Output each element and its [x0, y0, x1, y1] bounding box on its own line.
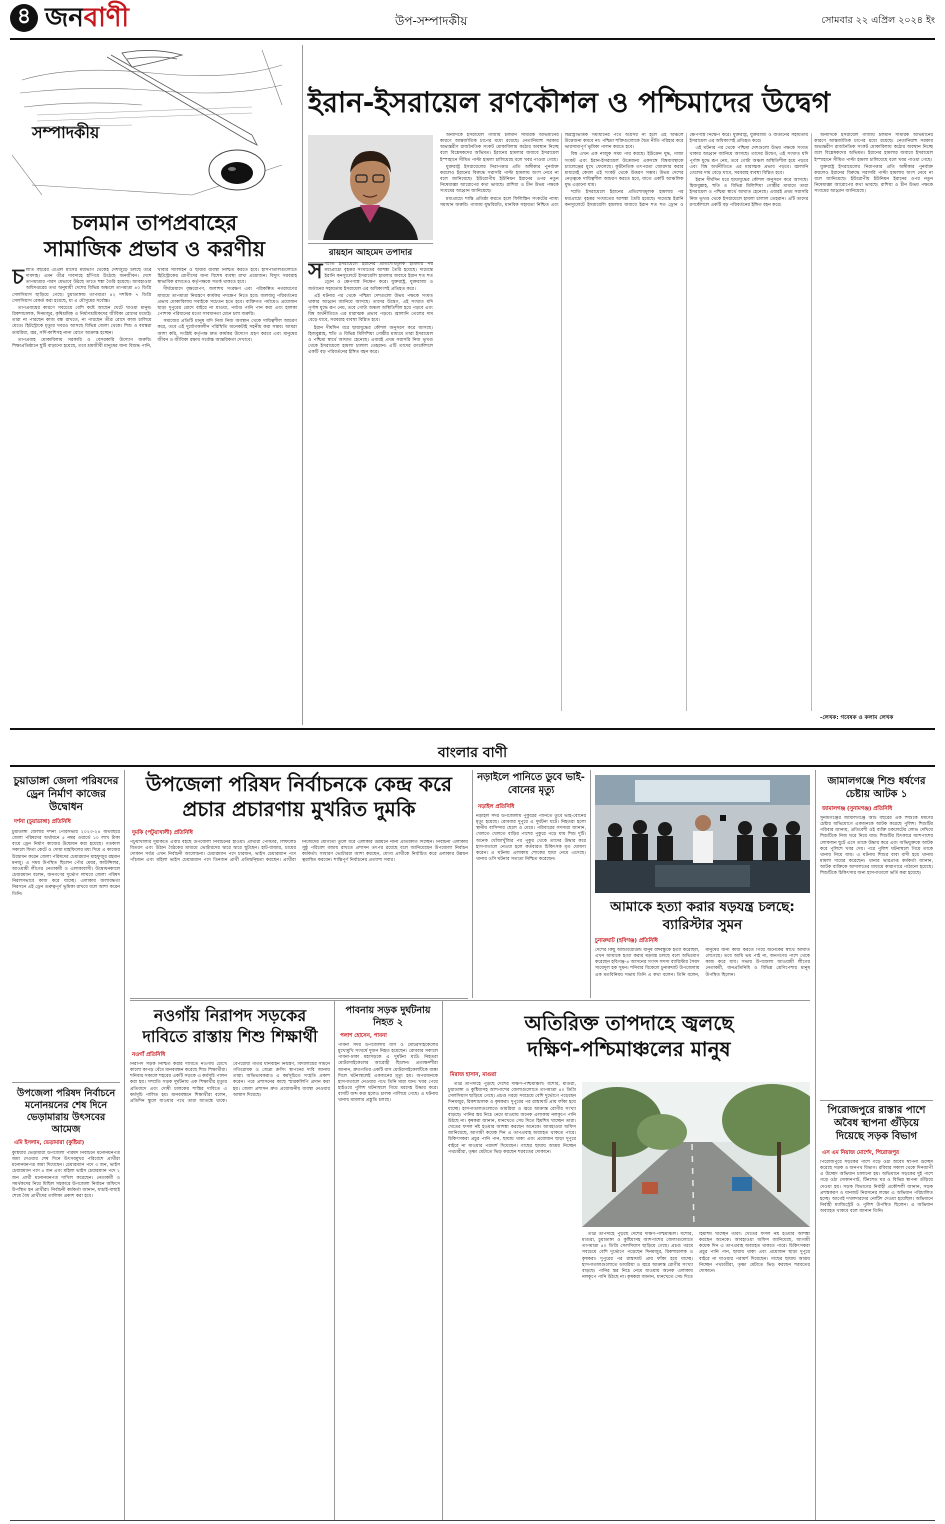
issue-date: সোমবার ২২ এপ্রিল ২০২৪ ইং	[821, 15, 935, 26]
heatwave-body-col-1	[448, 1082, 576, 1518]
pabna-body: পাবনা সদর উপজেলায় বাস ও মোটরসাইকেলের মুখোমুখি সংঘর্ষে দুজন নিহত হয়েছেন। রোববার সকালে পাবনা-ঢাকা মহাসড়কে এ দুর্ঘটনা ঘটে। নিহতরা মোটরসাইকেলের আরোহী ছিলেন। প্রত্যক্ষদর্শীরা জানান, দ্রুতগতির একটি বাস মোটরসাইকেলটিকে ধাক্কা দিলে ঘটনাস্থলেই একজনের মৃত্যু হয়। অপরজনকে হাসপাতালে নেওয়ার পথে তিনি মারা যান। খবর পেয়ে হাইওয়ে পুলিশ ঘটনাস্থলে গিয়ে মরদেহ উদ্ধার করে। বাসটি জব্দ করা হলেও চালক পালিয়ে গেছে। এ ঘটনায় থানায় মামলার প্রস্তুতি চলছে।	[338, 1043, 438, 1104]
editorial-paragraph: তাপপ্রবাহ মোকাবিলায় সরকারি ও বেসরকারি উদ্যোগ জরুরি। শিক্ষাপ্রতিষ্ঠানে ছুটি বাড়ানো হয়েছে, তবে শ্রমজীবী মানুষের জন্য বিশুদ্ধ পানি, খাবার স্যালাইন ও ছায়ার ব্যবস্থা নিশ্চিত করতে হবে। হাসপাতালগুলোতে হিটস্ট্রোকের রোগীদের জন্য বিশেষ ব্যবস্থা রাখা প্রয়োজন। বিদ্যুৎ সরবরাহ স্বাভাবিক রাখতেও কর্তৃপক্ষকে সতর্ক থাকতে হবে।	[12, 268, 297, 349]
pirojpur-byline: এস এম নিয়াজ মোর্শেদ, পিরোজপুর	[822, 1150, 899, 1156]
pabna-headline: পাবনায় সড়ক দুর্ঘটনায় নিহত ২	[345, 1005, 431, 1028]
dumki-byline: দুমকি (পটুয়াখালী) প্রতিনিধি	[132, 830, 193, 836]
naogaon-body: নিরাপদ সড়ক নিশ্চিত করার দাবিতে নওগাঁয় চোখে কালো কাপড় বেঁধে মানববন্ধন করেছে শিশু শিক্ষার্থীরা। শনিবার সকালে শহরের একটি সড়কে এ কর্মসূচি পালন করা হয়। সম্প্রতি সড়ক দুর্ঘটনায় এক শিক্ষার্থীর মৃত্যুর প্রতিবাদে এবং দোষী চালকের শাস্তির দাবিতে এ কর্মসূচি পালিত হয়। মানববন্ধনে শিক্ষার্থীরা বলেন, প্রতিদিন স্কুলে যাওয়ার পথে তারা আতঙ্কে থাকে। বেপরোয়া গতির যানবাহন নিয়ন্ত্রণ, বিদ্যালয়ের সামনে গতিরোধক ও জেব্রা ক্রসিং স্থাপনের দাবি জানায় তারা। অভিভাবকরাও এ কর্মসূচিতে সংহতি প্রকাশ করেন। পরে প্রশাসনের কাছে স্মারকলিপি প্রদান করা হয়। জেলা প্রশাসন দ্রুত প্রয়োজনীয় ব্যবস্থা নেওয়ার আশ্বাস দিয়েছে।	[130, 1062, 330, 1104]
suman-headline: আমাকে হত্যা করার ষড়যন্ত্র চলছে: ব্যারিস্টার সুমন	[610, 899, 795, 933]
editorial-body	[12, 268, 297, 723]
page-number: ৪	[16, 4, 32, 29]
main-article-paragraph: অন্যদিকে ইসরায়েল গাজায় চলমান সামরিক অভিযানের কারণে আন্তর্জাতিক চাপের মধ্যে রয়েছে। নেতানিয়াহু সরকার অভ্যন্তরীণ রাজনৈতিক সংকট মোকাবিলায় কঠোর অবস্থান নিচ্ছে বলে বিশ্লেষকদের অভিমত। ইরানের হামলার জবাবে ইসরায়েল ইস্পাহানে সীমিত পাল্টা হামলা চালিয়েছে বলে খবর পাওয়া গেছে।	[440, 133, 559, 163]
column-divider	[472, 770, 473, 998]
pirojpur-headline: পিরোজপুরে রাস্তার পাশে অবৈধ স্থাপনা গুঁড়িয়ে দিয়েছে সড়ক বিভাগ	[827, 1105, 926, 1142]
column-divider	[124, 770, 125, 1520]
editorial-headline	[12, 210, 297, 262]
author-name: রায়হান আহমেদ তপাদার	[308, 243, 433, 263]
heatwave-body-cols	[582, 1232, 810, 1518]
bheramara-body: কুষ্টিয়ার ভেড়ামারা উপজেলা পরিষদ নির্বাচনে মনোনয়নপত্র জমা দেওয়ার শেষ দিনে উৎসবমুখর পরিবেশে প্রার্থীরা মনোনয়নপত্র জমা দিয়েছেন। চেয়ারম্যান পদে ৩ জন, ভাইস চেয়ারম্যান পদে ৪ জন এবং মহিলা ভাইস চেয়ারম্যান পদে ২ জন প্রার্থী মনোনয়নপত্র দাখিল করেছেন। নেতাকর্মী ও সমর্থকদের নিয়ে মিছিল সহকারে উপজেলা নির্বাচন অফিসে উপস্থিত হন প্রার্থীরা। নির্বাচনী কর্মকর্তা জানান, যাচাই-বাছাই শেষে বৈধ প্রার্থীদের তালিকা প্রকাশ করা হবে।	[12, 1151, 120, 1200]
chuadanga-headline: চুয়াডাঙ্গা জেলা পরিষদের ড্রেন নির্মাণ কাজের উদ্বোধন	[13, 775, 119, 813]
suman-photo	[595, 775, 810, 893]
main-article-body	[440, 133, 933, 711]
masthead-rule	[10, 38, 935, 40]
drowning-body: নড়াইল সদর উপজেলায় পুকুরের পানিতে ডুবে ভাই-বোনের মৃত্যু হয়েছে। রোববার দুপুরে এ দুর্ঘটনা ঘটে। নিহতরা হলো স্থানীয় বাসিন্দার ছেলে ও মেয়ে। পরিবারের সদস্যরা জানান, খেলতে খেলতে বাড়ির পাশের পুকুরে পড়ে যায় শিশু দুটি। অনেক খোঁজাখুঁজির পর পুকুর থেকে তাদের উদ্ধার করে হাসপাতালে নেওয়া হলে কর্তব্যরত চিকিৎসক মৃত ঘোষণা করেন। এ ঘটনায় এলাকায় শোকের ছায়া নেমে এসেছে। থানার ওসি ঘটনার সত্যতা নিশ্চিত করেছেন।	[476, 814, 586, 863]
editorial-drop-cap: চ	[12, 268, 24, 290]
logo	[45, 2, 129, 34]
section-band	[10, 733, 935, 767]
author-photo	[308, 135, 433, 240]
chuadanga-byline: দর্শনা (চুয়াডাঙ্গা) প্রতিনিধি	[14, 819, 71, 825]
road-scene-photo	[582, 1082, 810, 1227]
dumki-body: পটুয়াখালীর দুমকিতে এবার বইছে উপজেলা নির্বাচনের হাওয়া। প্রার্থীরা পোস্টার, লিফলেট বিতরণ এবং উঠান বৈঠকের মাধ্যমে ভোটারদের দ্বারে দ্বারে ছুটছেন। হাট-বাজার, চায়ের দোকান সর্বত্র এখন নির্বাচনী আলোচনা। চেয়ারম্যান পদে চারজন, ভাইস চেয়ারম্যান পদে পাঁচজন এবং মহিলা ভাইস চেয়ারম্যান পদে তিনজন প্রার্থী প্রতিদ্বন্দ্বিতা করছেন। প্রার্থীরা নিজেদের যোগ্যতা তুলে ধরে এলাকার উন্নয়নে নানা প্রতিশ্রুতি দিচ্ছেন। নির্বাচনী এলাকায় সুষ্ঠু পরিবেশ বজায় রাখতে প্রশাসন তৎপর রয়েছে বলে জানিয়েছেন উপজেলা নির্বাচন কর্মকর্তা। সাধারণ ভোটাররা আশা করছেন, যোগ্য প্রার্থীকে নির্বাচিত করে এলাকার উন্নয়ন ত্বরান্বিত করবেন। শান্তিপূর্ণ নির্বাচনের প্রত্যাশা সবার।	[130, 840, 468, 864]
heatwave-paragraph: তীব্র তাপদাহে পুড়ছে দেশের দক্ষিণ-পশ্চিমাঞ্চল। যশোর, মাগুরা, চুয়াডাঙ্গা ও কুষ্টিয়াসহ আশপাশের জেলাগুলোতে তাপমাত্রা ৪০ ডিগ্রি সেলসিয়াস ছাড়িয়ে গেছে। প্রচণ্ড গরমে সবচেয়ে বেশি দুর্ভোগে পড়েছেন দিনমজুর, রিকশাচালক ও কৃষকরা। দুপুরের পর রাস্তাঘাট প্রায় ফাঁকা হয়ে যাচ্ছে। হাসপাতালগুলোতে ডায়রিয়া ও জ্বরে আক্রান্ত রোগীর সংখ্যা বাড়ছে। পানির স্তর নিচে নেমে যাওয়ায় অনেক এলাকায় নলকূপে পানি উঠছে না। কৃষকরা জানান, ধানখেতে সেচ দিতে হিমশিম খাচ্ছেন তারা। খেতের ফসল নষ্ট হওয়ার আশঙ্কা করছেন অনেকে। আবহাওয়া অফিস জানিয়েছে, আগামী কয়েক দিন এ তাপপ্রবাহ অব্যাহত থাকতে পারে। চিকিৎসকরা প্রচুর পানি পান, ছায়ায় থাকা এবং প্রয়োজন ছাড়া দুপুরে বাইরে না যাওয়ার পরামর্শ দিয়েছেন। গাছের ছায়ায় আশ্রয় নিচ্ছেন পথচারীরা, তৃষ্ণা মেটাতে ভিড় করছেন শরবতের দোকানে।	[448, 1082, 576, 1155]
heatwave-photo	[582, 1082, 810, 1227]
heatwave-byline: মিরাজ হাসান, মাগুরা	[450, 1072, 497, 1078]
heatwave-headline	[448, 1010, 810, 1062]
column-divider	[590, 770, 591, 998]
author-portrait	[308, 135, 433, 240]
drowning-byline: নড়াইল প্রতিনিধি	[478, 804, 515, 810]
editorial-label: সম্পাদকীয়	[32, 123, 100, 142]
main-article-paragraph: মধ্যপ্রাচ্যে শান্তি প্রতিষ্ঠা করতে হলে ফিলিস্তিন সংকটের ন্যায্য সমাধান জরুরি। গাজায় যুদ্ধবিরতি, মানবিক সহায়তা নিশ্চিত এবং দ্বিরাষ্ট্রভিত্তিক সমাধানের পথে অগ্রসর না হলে এই অঞ্চলে উত্তেজনা কমবে না। পশ্চিমা শক্তিগুলোকে দ্বৈত নীতি পরিহার করে ভারসাম্যপূর্ণ ভূমিকা পালন করতে হবে।	[440, 133, 684, 208]
main-article-paragraph: এই ঘটনার পর থেকে পশ্চিমা দেশগুলো উভয় পক্ষকে সংযত থাকার আহ্বান জানিয়ে আসছে। তাদের উদ্বেগ, এই সংঘাত যদি পূর্ণাঙ্গ যুদ্ধে রূপ নেয়, তবে গোটা অঞ্চল অস্থিতিশীল হয়ে পড়বে এবং বিশ্ব অর্থনীতিতে এর মারাত্মক প্রভাব পড়বে। জ্বালানি তেলের দাম বেড়ে যাবে, সরবরাহ ব্যবস্থা বিঘ্নিত হবে।	[689, 146, 809, 176]
main-article-paragraph: বিশ্ব এখন এক নাজুক সময় পার করছে। ইউক্রেন যুদ্ধ, গাজা সংকট এবং ইরান-ইসরায়েল উত্তেজনা একসঙ্গে বিশ্বব্যবস্থাকে চ্যালেঞ্জের মুখে ফেলেছে। কূটনৈতিক তৎপরতা জোরদার করার মাধ্যমেই কেবল এই সংকট থেকে উত্তরণ সম্ভব। উভয় দেশের নেতৃত্বকে দায়িত্বশীল আচরণ করতে হবে, যাতে একটি আঞ্চলিক যুদ্ধ এড়ানো যায়।	[564, 152, 684, 189]
jamalganj-byline: জামালগঞ্জ (সুনামগঞ্জ) প্রতিনিধি	[822, 806, 893, 812]
drowning-headline: নড়াইলে পানিতে ডুবে ভাই-বোনের মৃত্যু	[477, 772, 585, 796]
editorial-headline-line-2: সামাজিক প্রভাব ও করণীয়	[43, 237, 265, 261]
meeting-photo	[595, 775, 810, 893]
editorial-paragraph: সমাজের প্রতিটি মানুষ যদি নিজ নিজ অবস্থান থেকে দায়িত্বশীল আচরণ করে, তবে এই দুর্যোগকালীন পরিস্থিতি অনেকটাই সহনীয় করা সম্ভব। আমরা আশা করি, সংশ্লিষ্ট কর্তৃপক্ষ দ্রুত কার্যকর উদ্যোগ গ্রহণ করবে এবং মানুষের জীবন ও জীবিকা রক্ষায় সর্বোচ্চ আন্তরিকতা দেখাবে।	[157, 319, 297, 343]
main-article-paragraph: অন্যদিকে ইসরায়েল গাজায় চলমান সামরিক অভিযানের কারণে আন্তর্জাতিক চাপের মধ্যে রয়েছে। নেতানিয়াহু সরকার অভ্যন্তরীণ রাজনৈতিক সংকট মোকাবিলায় কঠোর অবস্থান নিচ্ছে বলে বিশ্লেষকদের অভিমত। ইরানের হামলার জবাবে ইসরায়েল ইস্পাহানে সীমিত পাল্টা হামলা চালিয়েছে বলে খবর পাওয়া গেছে।	[814, 133, 933, 163]
section-band-title: বাংলার বাণী	[437, 745, 508, 761]
divider	[12, 1082, 120, 1083]
editorial-paragraph: দীর্ঘমেয়াদে বৃক্ষরোপণ, জলাশয় সংরক্ষণ এবং পরিকল্পিত নগরায়ণের মাধ্যমে তাপমাত্রা নিয়ন্ত্রণে কার্যকর পদক্ষেপ নিতে হবে। জলবায়ু পরিবর্তনের প্রভাব মোকাবিলায় সবাইকে সচেতন হতে হবে। ব্যক্তিগত পর্যায়েও প্রয়োজন ছাড়া দুপুরের রোদে বাইরে না যাওয়া, পর্যাপ্ত পানি পান করা এবং হালকা পোশাক পরিধানের মতো সাবধানতা মেনে চলা জরুরি।	[157, 287, 297, 318]
main-article-drop-cap: স	[308, 262, 323, 284]
jamalganj-headline: জামালগঞ্জে শিশু ধর্ষণের চেষ্টায় আটক ১	[827, 776, 926, 800]
masthead	[0, 0, 945, 40]
main-article-paragraph: যুক্তরাষ্ট্র ইসরায়েলের নিরাপত্তার প্রতি অঙ্গীকার পুনর্ব্যক্ত করলেও ইরানের বিরুদ্ধে সরাসরি পাল্টা হামলায় অংশ নেবে না বলে জানিয়েছে। ইউরোপীয় ইউনিয়ন ইরানের ওপর নতুন নিষেধাজ্ঞা আরোপের কথা ভাবছে। রাশিয়া ও চীন উভয় পক্ষকে সংযমের আহ্বান জানিয়েছে।	[440, 164, 559, 195]
heatwave-headline-line-2: দক্ষিণ-পশ্চিমাঞ্চলের মানুষ	[527, 1037, 731, 1061]
naogaon-byline: নওগাঁ প্রতিনিধি	[132, 1052, 166, 1058]
divider	[130, 1000, 810, 1001]
bheramara-byline: এমি ইসলাম, ভেড়ামারা (কুষ্টিয়া)	[14, 1140, 85, 1146]
divider	[820, 1100, 933, 1101]
section-rule-top	[10, 728, 935, 730]
editorial-illustration	[12, 45, 287, 205]
pirojpur-body: পিরোজপুরে সড়কের পাশে গড়ে ওঠা অবৈধ স্থাপনা উচ্ছেদ করেছে সড়ক ও জনপথ বিভাগ। রবিবার সকাল থেকে দিনব্যাপী এ উচ্ছেদ অভিযান চালানো হয়। অভিযানে সড়কের দুই পাশে গড়ে ওঠা দোকানপাট, টিনশেড ঘর ও বিভিন্ন স্থাপনা গুঁড়িয়ে দেওয়া হয়। সড়ক বিভাগের নির্বাহী প্রকৌশলী জানান, সড়ক প্রশস্তকরণ ও যানজট নিরসনের লক্ষ্যে এ অভিযান পরিচালিত হচ্ছে। আগেই দখলদারদের নোটিশ দেওয়া হয়েছিল। অভিযানে নির্বাহী ম্যাজিস্ট্রেট ও পুলিশ উপস্থিত ছিলেন। এ অভিযান অব্যাহত থাকবে বলে জানান তিনি।	[820, 1160, 933, 1215]
dumki-headline: উপজেলা পরিষদ নির্বাচনকে কেন্দ্র করে প্রচার প্রচারণায় মুখরিত দুমকি	[145, 772, 453, 821]
column-divider	[815, 770, 816, 1520]
column-divider	[442, 1000, 443, 1520]
heatwave-headline-line-1: অতিরিক্ত তাপদাহে জ্বলছে	[524, 1011, 734, 1035]
heatwave-paragraph: তীব্র তাপদাহে পুড়ছে দেশের দক্ষিণ-পশ্চিমাঞ্চল। যশোর, মাগুরা, চুয়াডাঙ্গা ও কুষ্টিয়াসহ আশপাশের জেলাগুলোতে তাপমাত্রা ৪০ ডিগ্রি সেলসিয়াস ছাড়িয়ে গেছে। প্রচণ্ড গরমে সবচেয়ে বেশি দুর্ভোগে পড়েছেন দিনমজুর, রিকশাচালক ও কৃষকরা। দুপুরের পর রাস্তাঘাট প্রায় ফাঁকা হয়ে যাচ্ছে। হাসপাতালগুলোতে ডায়রিয়া ও জ্বরে আক্রান্ত রোগীর সংখ্যা বাড়ছে। পানির স্তর নিচে নেমে যাওয়ায় অনেক এলাকায় নলকূপে পানি উঠছে না। কৃষকরা জানান, ধানখেতে সেচ দিতে হিমশিম খাচ্ছেন তারা। খেতের ফসল নষ্ট হওয়ার আশঙ্কা করছেন অনেকে। আবহাওয়া অফিস জানিয়েছে, আগামী কয়েক দিন এ তাপপ্রবাহ অব্যাহত থাকতে পারে। চিকিৎসকরা প্রচুর পানি পান, ছায়ায় থাকা এবং প্রয়োজন ছাড়া দুপুরে বাইরে না যাওয়ার পরামর্শ দিয়েছেন। গাছের ছায়ায় আশ্রয় নিচ্ছেন পথচারীরা, তৃষ্ণা মেটাতে ভিড় করছেন শরবতের দোকানে।	[582, 1232, 810, 1281]
main-article-paragraph: ইরান দীর্ঘদিন ধরে ছায়াযুদ্ধের কৌশল অনুসরণ করে আসছে। হিজবুল্লাহ, হুতি ও বিভিন্ন মিলিশিয়া গোষ্ঠীর মাধ্যমে তারা ইসরায়েল ও পশ্চিমা স্বার্থে আঘাত হেনেছে। এবারই প্রথম সরাসরি নিজ ভূখণ্ড থেকে ইসরায়েলে হামলা চালাল তেহরান। এটি তাদের রণকৌশলে একটি বড় পরিবর্তনের ইঙ্গিত বহন করে।	[689, 178, 809, 208]
suman-body: দেশের কিছু আন্ডারগ্রাউন্ড মানুষ বঙ্গবন্ধুকে হত্যা করেছিল, এখন আমাকে হত্যা করার ষড়যন্ত্র চলছে বলে অভিযোগ করেছেন হবিগঞ্জ-৪ আসনের সংসদ সদস্য ব্যারিস্টার সৈয়দ সায়েদুল হক সুমন। শনিবার বিকেলে চুনারুঘাট উপজেলায় এক মতবিনিময় সভায় তিনি এ কথা বলেন। তিনি বলেন, মানুষের জন্য কাজ করতে গিয়ে অনেকের স্বার্থে আঘাত লেগেছে। তবে আমি ভয় পাই না, জনগণের পাশে থেকে কাজ করে যাব। সভায় উপজেলা আওয়ামী লীগের নেতাকর্মী, জনপ্রতিনিধি ও বিভিন্ন শ্রেণিপেশার মানুষ উপস্থিত ছিলেন।	[595, 948, 810, 978]
main-article-paragraph: এই ঘটনার পর থেকে পশ্চিমা দেশগুলো উভয় পক্ষকে সংযত থাকার আহ্বান জানিয়ে আসছে। তাদের উদ্বেগ, এই সংঘাত যদি পূর্ণাঙ্গ যুদ্ধে রূপ নেয়, তবে গোটা অঞ্চল অস্থিতিশীল হয়ে পড়বে এবং বিশ্ব অর্থনীতিতে এর মারাত্মক প্রভাব পড়বে। জ্বালানি তেলের দাম বেড়ে যাবে, সরবরাহ ব্যবস্থা বিঘ্নিত হবে।	[308, 293, 433, 324]
editorial-paragraph: তাপপ্রবাহের কারণে সবচেয়ে বেশি কষ্টে আছেন খেটে খাওয়া মানুষ। রিকশাচালক, দিনমজুর, কৃষিশ্রমিক ও নির্মাণশ্রমিকদের জীবিকা রোদের মধ্যেই। তারা না পারছেন কাজ বন্ধ রাখতে, না পারছেন তীব্র রোদে কাজ চালিয়ে যেতে। হিটস্ট্রোকে মৃত্যুর খবরও আসছে বিভিন্ন জেলা থেকে। শিশু ও বয়স্করা ডায়রিয়া, জ্বর, সর্দি-কাশিসহ নানা রোগে আক্রান্ত হচ্ছেন।	[12, 305, 152, 336]
editorial-paragraph: চলতি বছরের এপ্রিল মাসের মধ্যভাগ থেকেই দেশজুড়ে চলছে তীব্র দাবদাহ। এমন তীব্র দাবদাহে হাঁপিয়ে উঠেছে জনজীবন। দেশে তাপমাত্রার পারদ যেভাবে উঠছে তাতে শঙ্কা তৈরি হয়েছে। আবহাওয়া অধিদপ্তরের তথ্য অনুযায়ী দেশের বিভিন্ন অঞ্চলে তাপমাত্রা ৪০ ডিগ্রি সেলসিয়াস ছাড়িয়ে গেছে। চুয়াডাঙ্গায় তাপমাত্রা ৪২ দশমিক ৭ ডিগ্রি সেলসিয়াস রেকর্ড করা হয়েছে, যা এ মৌসুমের সর্বোচ্চ।	[12, 268, 152, 304]
main-article-paragraph: ইরান দীর্ঘদিন ধরে ছায়াযুদ্ধের কৌশল অনুসরণ করে আসছে। হিজবুল্লাহ, হুতি ও বিভিন্ন মিলিশিয়া গোষ্ঠীর মাধ্যমে তারা ইসরায়েল ও পশ্চিমা স্বার্থে আঘাত হেনেছে। এবারই প্রথম সরাসরি নিজ ভূখণ্ড থেকে ইসরায়েলে হামলা চালাল তেহরান। এটি তাদের রণকৌশলে একটি বড় পরিবর্তনের ইঙ্গিত বহন করে।	[308, 325, 433, 356]
column-divider	[334, 1000, 335, 1520]
section-name: উপ-সম্পাদকীয়	[395, 14, 468, 28]
jamalganj-body: সুনামগঞ্জের জামালগঞ্জে আট বছরের এক শিশুকে ধর্ষণের চেষ্টার অভিযোগে একজনকে আটক করেছে পুলিশ। শিশুটির পরিবার জানায়, প্রতিবেশী ওই ব্যক্তি চকলেটের লোভ দেখিয়ে শিশুটিকে নিজ ঘরে নিয়ে যায়। শিশুটির চিৎকারে আশপাশের লোকজন ছুটে এসে তাকে উদ্ধার করে এবং অভিযুক্তকে আটক করে পুলিশে খবর দেয়। পরে পুলিশ ঘটনাস্থলে গিয়ে তাকে থানায় নিয়ে যায়। এ ঘটনায় শিশুর বাবা বাদী হয়ে থানায় মামলা দায়ের করেছেন। থানার ভারপ্রাপ্ত কর্মকর্তা জানান, আটক ব্যক্তিকে আদালতের মাধ্যমে কারাগারে পাঠানো হয়েছে। শিশুটিকে চিকিৎসার জন্য হাসপাতালে ভর্তি করা হয়েছে।	[820, 816, 933, 877]
column-divider	[302, 45, 303, 725]
editorial-headline-line-1: চলমান তাপপ্রবাহের	[71, 211, 238, 235]
main-article-headline: ইরান-ইসরায়েল রণকৌশল ও পশ্চিমাদের উদ্বেগ	[308, 86, 831, 119]
pabna-byline: পলাশ হোসেন, পাবনা	[340, 1033, 387, 1039]
main-article-footer: -লেখক: গবেষক ও কলাম লেখক	[820, 715, 894, 721]
naogaon-headline: নওগাঁয় নিরাপদ সড়কের দাবিতে রাস্তায় শিশু শিক্ষার্থী	[142, 1006, 318, 1046]
main-article-paragraph: সম্প্রতি ইসরায়েলে ইরানের প্রতিশোধমূলক হামলার পর মধ্যপ্রাচ্যে বৃহত্তর সংঘাতের আশঙ্কা তৈরি হয়েছে। দামেস্কে ইরানি কনস্যুলেটে ইসরায়েলি হামলার জবাবে ইরান শত শত ড্রোন ও ক্ষেপণাস্ত্র নিক্ষেপ করে। যুক্তরাষ্ট্র, যুক্তরাজ্য ও জর্ডানের সহায়তায় ইসরায়েল এর অধিকাংশই প্রতিহত করে।	[308, 262, 433, 292]
divider	[130, 998, 468, 999]
logo-part-2: বাণী	[83, 3, 129, 33]
logo-part-1: জন	[45, 3, 84, 33]
main-article-paragraph: ম্প্রতি ইসরায়েলে ইরানের প্রতিশোধমূলক হামলার পর মধ্যপ্রাচ্যে বৃহত্তর সংঘাতের আশঙ্কা তৈরি হয়েছে। দামেস্কে ইরানি কনস্যুলেটে ইসরায়েলি হামলার জবাবে ইরান শত শত ড্রোন ও ক্ষেপণাস্ত্র নিক্ষেপ করে। যুক্তরাষ্ট্র, যুক্তরাজ্য ও জর্ডানের সহায়তায় ইসরায়েল এর অধিকাংশই প্রতিহত করে।	[564, 133, 809, 208]
main-article-body-intro	[308, 262, 433, 722]
chuadanga-body: চুয়াডাঙ্গা জেলার দর্শনা পৌরসভার ২০২৩-২৪ অর্থবছরে জেলা পরিষদের অর্থায়নে ৫ নম্বর ওয়ার্ডে ১০ লাখ টাকা ব্যয়ে ড্রেন নির্মাণ কাজের উদ্বোধন করা হয়েছে। গতকাল সকালে ফিতা কেটে ও দোয়া মাহফিলের মধ্য দিয়ে এ কাজের উদ্বোধন করেন জেলা পরিষদের চেয়ারম্যান মাহফুজুর রহমান মনজু। এ সময় উপস্থিত ছিলেন পৌর মেয়র, কাউন্সিলর, আওয়ামী লীগের নেতাকর্মী ও এলাকাবাসী। উদ্বোধনকালে চেয়ারম্যান বলেন, জনগণের দুর্ভোগ লাঘবে জেলা পরিষদ নিরলসভাবে কাজ করে যাচ্ছে। এলাকার জলাবদ্ধতা নিরসনে এই ড্রেন গুরুত্বপূর্ণ ভূমিকা রাখবে বলে আশা করেন তিনি।	[12, 830, 120, 897]
suman-byline: চুনারুঘাট (হবিগঞ্জ) প্রতিনিধি	[595, 938, 658, 944]
suman-photo-banner	[595, 895, 810, 937]
main-article-paragraph: যুক্তরাষ্ট্র ইসরায়েলের নিরাপত্তার প্রতি অঙ্গীকার পুনর্ব্যক্ত করলেও ইরানের বিরুদ্ধে সরাসরি পাল্টা হামলায় অংশ নেবে না বলে জানিয়েছে। ইউরোপীয় ইউনিয়ন ইরানের ওপর নতুন নিষেধাজ্ঞা আরোপের কথা ভাবছে। রাশিয়া ও চীন উভয় পক্ষকে সংযমের আহ্বান জানিয়েছে।	[814, 164, 933, 195]
bheramara-headline: উপজেলা পরিষদ নির্বাচনে মনোনয়নের শেষ দিনে ভেড়ামারায় উৎসবের আমেজ	[16, 1088, 116, 1135]
page-bottom-rule	[10, 1520, 935, 1521]
